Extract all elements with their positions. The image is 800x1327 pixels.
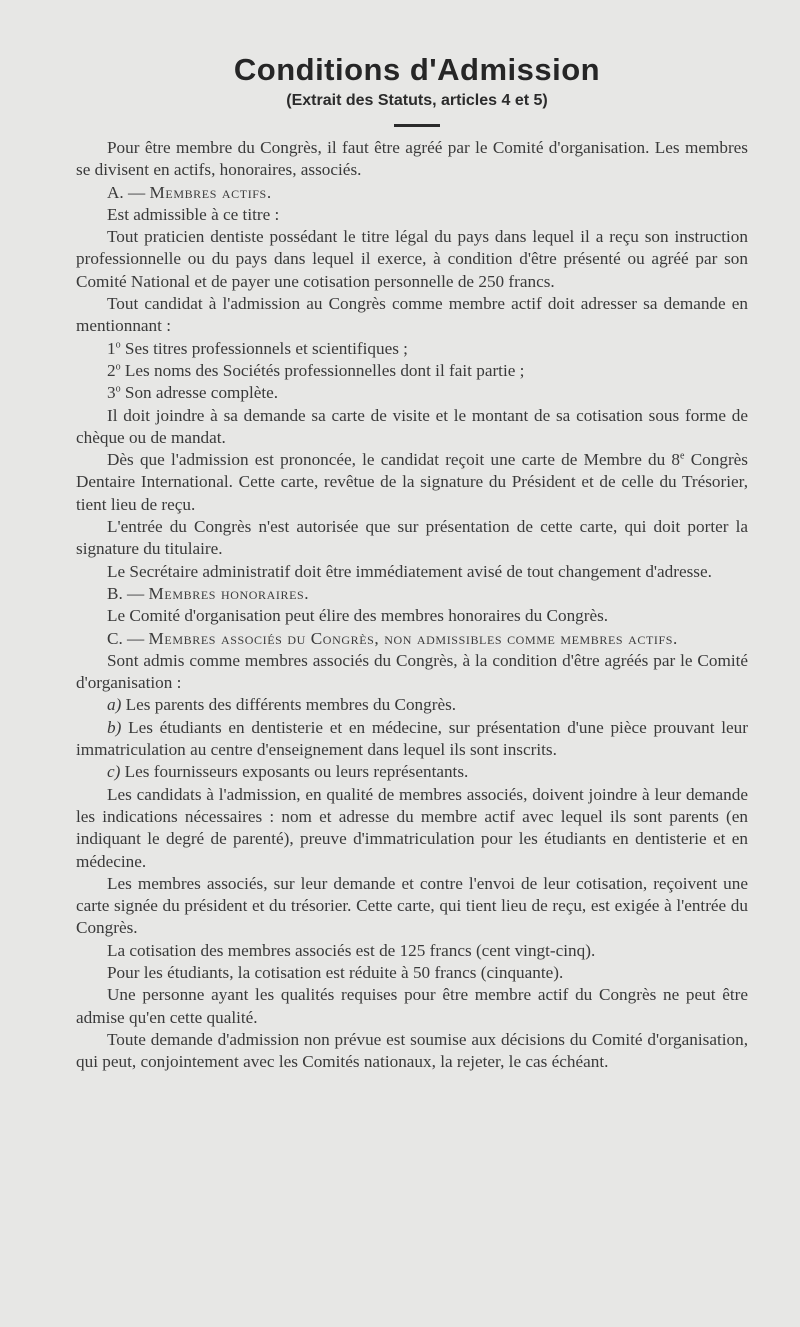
page-subtitle: (Extrait des Statuts, articles 4 et 5)	[286, 92, 548, 109]
list-item	[76, 761, 748, 783]
paragraph: Tout candidat à l'admission au Congrès comme membre actif doit adresser sa demande en mentionnant :	[76, 294, 748, 336]
page-title: Conditions d'Admission	[233, 52, 601, 87]
paragraph: Une personne ayant les qualités requises pour être membre actif du Congrès ne peut être admise qu'en cette qualité.	[76, 985, 748, 1027]
section-letter: C. —	[107, 628, 149, 648]
list-item: 3$^o$ Son adresse complète.	[107, 383, 279, 403]
paragraph: La cotisation des membres associés est de 125 francs (cent vingt-cinq).	[107, 940, 596, 960]
section-heading-b	[76, 583, 748, 605]
document-body	[76, 137, 748, 1073]
list-item: 2$^o$ Les noms des Sociétés professionnelles dont il fait partie ;	[107, 360, 525, 380]
paragraph: Les candidats à l'admission, en qualité de membres associés, doivent joindre à leur demande les indications nécessaires : nom et adresse du membre actif avec lequel ils sont parents (en indiquant le degré de parenté), preuve d'immatriculation pour les étudiants en dentisterie et en médecine.	[76, 784, 748, 871]
list-item	[76, 694, 748, 716]
list-text: Ses titres professionnels et scientifiques ;	[120, 338, 408, 358]
section-letter: A. —	[107, 182, 150, 202]
paragraph: L'entrée du Congrès n'est autorisée que sur présentation de cette carte, qui doit porter la signature du titulaire.	[76, 517, 748, 559]
paragraph: Est admissible à ce titre :	[107, 204, 280, 224]
list-label: b)	[107, 717, 122, 737]
paragraph: Pour être membre du Congrès, il faut être agréé par le Comité d'organisation. Les membres se divisent en actifs, honoraires, associés.	[76, 138, 748, 180]
list-text: Les noms des Sociétés professionnelles dont il fait partie ;	[120, 360, 525, 380]
section-heading-a	[76, 182, 748, 204]
paragraph: Les membres associés, sur leur demande et contre l'envoi de leur cotisation, reçoivent une carte signée du président et du trésorier. Cette carte, qui tient lieu de reçu, est exigée à l'entrée du Congrès.	[76, 873, 748, 938]
section-letter: B. —	[107, 583, 149, 603]
title-rule	[394, 124, 440, 127]
paragraph: Le Secrétaire administratif doit être immédiatement avisé de tout changement d'adresse.	[107, 561, 712, 581]
paragraph: Sont admis comme membres associés du Congrès, à la condition d'être agréés par le Comité d'organisation :	[76, 650, 748, 693]
list-number: 3	[107, 383, 116, 403]
paragraph: Toute demande d'admission non prévue est soumise aux décisions du Comité d'organisation, qui peut, conjointement avec les Comités nationaux, la rejeter, le cas échéant.	[76, 1029, 748, 1072]
section-title: Membres actifs.	[149, 182, 272, 202]
section-title: Membres associés du Congrès, non admissibles comme membres actifs.	[148, 628, 678, 648]
paragraph: Le Comité d'organisation peut élire des membres honoraires du Congrès.	[107, 606, 609, 626]
list-item	[76, 717, 748, 762]
list-label: c)	[107, 762, 121, 782]
paragraph-part: Congrès Dentaire International. Cette carte, revêtue de la signature du Président et de celle du Trésorier, tient lieu de reçu.	[76, 450, 748, 514]
paragraph: Tout praticien dentiste possédant le titre légal du pays dans lequel il a reçu son instruction professionnelle ou du pays dans lequel il exerce, à condition d'être présenté ou agréé par son Comité National et de payer une cotisation personnelle de 250 francs.	[76, 227, 748, 291]
section-title: Membres honoraires.	[148, 583, 310, 603]
paragraph: Dès que l'admission est prononcée, le candidat reçoit une carte de Membre du 8e Congrès Dentaire International. Cette carte, revêtue de la signature du Président et de celle du Trésorier, tient lieu de reçu.	[76, 450, 748, 514]
list-text: Les fournisseurs exposants ou leurs représentants.	[120, 762, 469, 782]
list-item: 1$^o$ Ses titres professionnels et scientifiques ;	[107, 338, 408, 358]
list-number: 1	[107, 338, 116, 358]
list-text: Son adresse complète.	[120, 383, 279, 403]
list-text: Les étudiants en dentisterie et en médecine, sur présentation d'une pièce prouvant leur immatriculation au centre d'enseignement dans lequel ils sont inscrits.	[76, 717, 748, 760]
list-label: a)	[107, 695, 122, 715]
paragraph-part: Dès que l'admission est prononcée, le candidat reçoit une carte de Membre du 8	[107, 450, 681, 470]
list-number: 2	[107, 360, 116, 380]
paragraph: Il doit joindre à sa demande sa carte de visite et le montant de sa cotisation sous forme de chèque ou de mandat.	[76, 405, 748, 447]
section-heading-c	[76, 628, 748, 650]
list-text: Les parents des différents membres du Congrès.	[121, 695, 457, 715]
paragraph: Pour les étudiants, la cotisation est réduite à 50 francs (cinquante).	[107, 962, 564, 982]
